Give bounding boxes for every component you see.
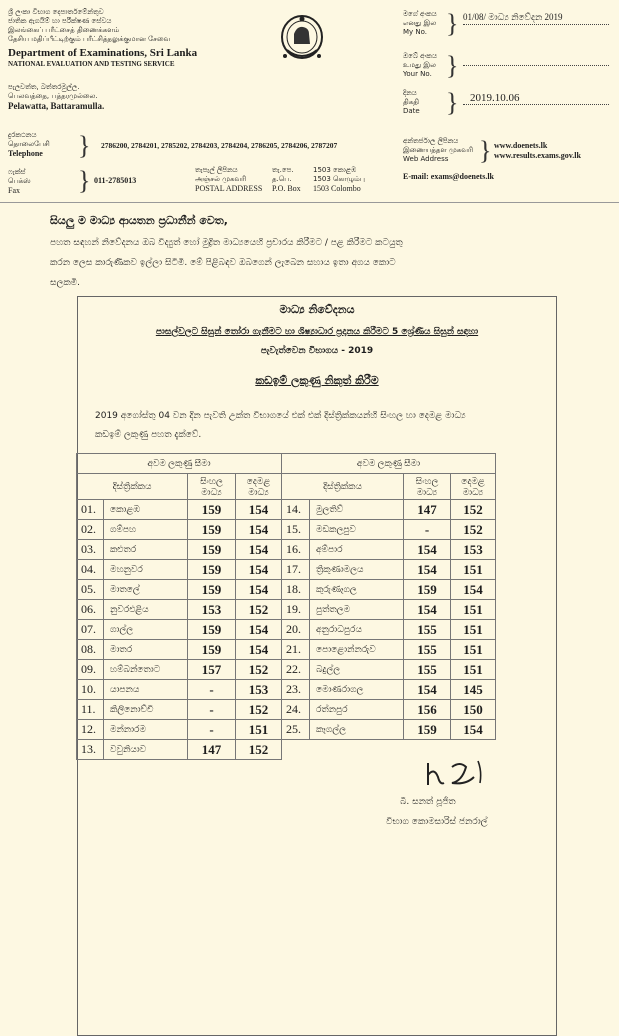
right-sinhala-cutoff: 159 — [404, 720, 451, 740]
tamil-header-right: දෙමළ මාධ්‍ය — [451, 474, 496, 500]
left-sinhala-cutoff: 153 — [188, 600, 236, 620]
left-tamil-cutoff: 152 — [236, 740, 282, 760]
left-sinhala-cutoff: 159 — [188, 620, 236, 640]
right-tamil-cutoff: 151 — [451, 640, 496, 660]
notice-para-line-1: 2019 අගෝස්තු 04 වන දින පැවති උක්ත විභාගයේ එක් එක් දිස්ත්‍රික්කයන්හි සිංහල හා දෙමළ මාධ්‍ය — [95, 411, 466, 421]
right-tamil-cutoff: 150 — [451, 700, 496, 720]
right-district-name: රත්නපුර — [310, 700, 404, 720]
left-row-number: 07. — [77, 620, 104, 640]
dept-service: NATIONAL EVALUATION AND TESTING SERVICE — [8, 60, 175, 68]
your-no-field — [463, 55, 609, 66]
left-sinhala-cutoff: 159 — [188, 580, 236, 600]
sinhala-header-left: සිංහල මාධ්‍ය — [188, 474, 236, 500]
po-label-en: P.O. Box — [272, 184, 301, 193]
telephone-numbers: 2786200, 2784201, 2785202, 2784203, 2784204, 2786205, 2784206, 2787207 — [101, 141, 338, 150]
right-tamil-cutoff: 151 — [451, 660, 496, 680]
table-row — [77, 680, 496, 700]
dept-name: Department of Examinations, Sri Lanka — [8, 47, 198, 59]
right-row-number: 24. — [282, 700, 310, 720]
left-tamil-cutoff: 153 — [236, 680, 282, 700]
table-row — [77, 560, 496, 580]
web-label-en: Web Address — [403, 155, 449, 163]
telephone-label-en: Telephone — [8, 149, 43, 158]
postal-label-en: POSTAL ADDRESS — [195, 184, 263, 193]
telephone-label-si: දුරකථනය — [8, 131, 37, 139]
web-label-si: අන්තර්ජාල ලිපිනය — [403, 137, 459, 145]
left-tamil-cutoff: 154 — [236, 520, 282, 540]
district-header-left: දිස්ත්‍රික්කය — [77, 474, 188, 500]
left-sinhala-cutoff: 159 — [188, 560, 236, 580]
dept-sinhala-line-1: ශ්‍රී ලංකා විභාග දෙපාර්තමේන්තුව — [8, 8, 104, 16]
left-sinhala-cutoff: 159 — [188, 640, 236, 660]
fax-label-si: ෆැක්ස් — [8, 168, 26, 176]
right-tamil-cutoff: 151 — [451, 600, 496, 620]
right-row-number: 16. — [282, 540, 310, 560]
my-no-label-en: My No. — [403, 28, 428, 36]
left-district-name: මන්නාරම — [104, 720, 188, 740]
right-sinhala-cutoff: 156 — [404, 700, 451, 720]
right-row-number: 25. — [282, 720, 310, 740]
left-row-number: 06. — [77, 600, 104, 620]
right-district-name: අනුරාධපුරය — [310, 620, 404, 640]
right-row-number: 18. — [282, 580, 310, 600]
right-row-number: 14. — [282, 500, 310, 520]
sinhala-header-right: සිංහල මාධ්‍ය — [404, 474, 451, 500]
your-no-label-si: ඔබේ අංකය — [403, 52, 437, 60]
right-tamil-cutoff: 145 — [451, 680, 496, 700]
left-row-number: 02. — [77, 520, 104, 540]
table-row — [77, 640, 496, 660]
right-row-number: 21. — [282, 640, 310, 660]
po-value-ta: 1503 கொழும்பு — [313, 175, 365, 183]
address-sinhala: පැලවත්ත, බත්තරමුල්ල. — [8, 83, 80, 91]
right-district-name: පුත්තලම — [310, 600, 404, 620]
notice-title: මාධ්‍ය නිවේදනය — [279, 303, 355, 316]
right-district-name: මුලතිව් — [310, 500, 404, 520]
left-district-name: මාතලේ — [104, 580, 188, 600]
left-district-name: මහනුවර — [104, 560, 188, 580]
right-sinhala-cutoff: 154 — [404, 680, 451, 700]
left-sinhala-cutoff: - — [188, 700, 236, 720]
table-row — [77, 520, 496, 540]
left-district-name: ගම්පහ — [104, 520, 188, 540]
notice-subtitle-1: පාසල්වලට සිසුන් තෝරා ගැනීමට හා ශිෂ්‍යාධාර ප්‍රදානය කිරීමට 5 ශ්‍රේණිය සිසුන් සඳහා — [155, 327, 479, 337]
left-tamil-cutoff: 154 — [236, 500, 282, 520]
right-tamil-cutoff: 152 — [451, 520, 496, 540]
fax-label-en: Fax — [8, 186, 20, 195]
left-sinhala-cutoff: 159 — [188, 520, 236, 540]
right-district-name: පොළොන්නරුව — [310, 640, 404, 660]
right-sinhala-cutoff: 154 — [404, 560, 451, 580]
intro-line-1: පහත සඳහන් නිවේදනය ඔබ විද්‍යුත් හෝ මුද්‍රිත මාධ්‍යයෙහි ප්‍රචාරය කිරීමට / පළ කිරීමට කටයුතු — [50, 238, 403, 248]
table-row — [77, 540, 496, 560]
left-tamil-cutoff: 154 — [236, 620, 282, 640]
table-row — [77, 580, 496, 600]
my-no-value: 01/08/ මාධ්‍ය නිවේදන 2019 — [463, 12, 563, 22]
your-no-label-en: Your No. — [403, 70, 432, 78]
table-row — [77, 720, 496, 740]
left-district-name: කිලිනොච්චි — [104, 700, 188, 720]
table-row — [77, 600, 496, 620]
table-row — [77, 700, 496, 720]
signatory-title: විභාග කොමසාරිස් ජනරාල් — [386, 817, 488, 827]
left-sinhala-cutoff: 159 — [188, 540, 236, 560]
left-row-number: 13. — [77, 740, 104, 760]
date-label-si: දිනය — [403, 89, 417, 97]
left-district-name: වවුනියාව — [104, 740, 188, 760]
left-tamil-cutoff: 152 — [236, 660, 282, 680]
dept-tamil-line-2: தேசிய மதிப்பீட்டிற்கும் பரீட்சித்தலுக்குமான சேவை — [8, 35, 171, 43]
postal-label-si: තැපැල් ලිපිනය — [195, 166, 238, 174]
right-district-name: බදුල්ල — [310, 660, 404, 680]
right-tamil-cutoff: 151 — [451, 620, 496, 640]
left-row-number: 11. — [77, 700, 104, 720]
right-sinhala-cutoff: 155 — [404, 660, 451, 680]
left-sinhala-cutoff: - — [188, 680, 236, 700]
cutoff-marks-table — [76, 453, 496, 760]
left-row-number: 03. — [77, 540, 104, 560]
right-district-name: අම්පාර — [310, 540, 404, 560]
group-header-left: අවම ලකුණු සීමා — [77, 454, 282, 474]
left-sinhala-cutoff: 159 — [188, 500, 236, 520]
left-tamil-cutoff: 154 — [236, 580, 282, 600]
notice-subtitle-2: පැවැත්වෙන විභාගය - 2019 — [260, 346, 374, 356]
right-sinhala-cutoff: 155 — [404, 620, 451, 640]
left-sinhala-cutoff: - — [188, 720, 236, 740]
right-row-number: 17. — [282, 560, 310, 580]
left-district-name: කළුතර — [104, 540, 188, 560]
district-header-right: දිස්ත්‍රික්කය — [282, 474, 404, 500]
left-sinhala-cutoff: 147 — [188, 740, 236, 760]
right-tamil-cutoff: 151 — [451, 560, 496, 580]
left-row-number: 08. — [77, 640, 104, 660]
left-district-name: යාපනය — [104, 680, 188, 700]
left-tamil-cutoff: 154 — [236, 560, 282, 580]
left-row-number: 09. — [77, 660, 104, 680]
table-row — [77, 620, 496, 640]
left-tamil-cutoff: 154 — [236, 540, 282, 560]
intro-line-2: කරන ලෙස කාරුණිකව ඉල්ලා සිටිමි. මේ පිළිබඳව ඔබගෙන් ලැබෙන සහාය ඉතා අගය කොට — [50, 258, 396, 268]
left-row-number: 10. — [77, 680, 104, 700]
notice-heading: කඩඉම් ලකුණු නිකුත් කිරීම — [255, 374, 379, 387]
left-district-name: මාතර — [104, 640, 188, 660]
national-emblem-icon — [279, 12, 325, 66]
po-value-si: 1503 කොළඹ — [313, 166, 357, 174]
right-district-name: කුරුණෑගල — [310, 580, 404, 600]
right-tamil-cutoff: 154 — [451, 580, 496, 600]
tamil-header-left: දෙමළ මාධ්‍ය — [236, 474, 282, 500]
right-tamil-cutoff: 154 — [451, 720, 496, 740]
group-header-right: අවම ලකුණු සීමා — [282, 454, 496, 474]
left-district-name: ගාල්ල — [104, 620, 188, 640]
po-label-ta: த.பெ. — [272, 175, 292, 183]
right-row-number: 15. — [282, 520, 310, 540]
right-tamil-cutoff: 152 — [451, 500, 496, 520]
right-district-name: මොණරාගල — [310, 680, 404, 700]
signatory-name: බී. සනත් පූජිත — [400, 797, 456, 807]
date-value: 2019.10.06 — [470, 92, 520, 104]
intro-line-3: සලකමි. — [50, 278, 80, 288]
salutation: සියලු ම මාධ්‍ය ආයතන ප්‍රධානීන් වෙත, — [50, 214, 228, 227]
notice-para-line-2: කඩඉම් ලකුණු පහත දැක්වේ. — [95, 430, 202, 440]
left-tamil-cutoff: 151 — [236, 720, 282, 740]
fax-label-ta: பெக்ஸ் — [8, 177, 31, 185]
header-divider — [0, 202, 619, 203]
web-value-2[interactable]: www.results.exams.gov.lk — [494, 151, 581, 160]
email[interactable]: E-mail: exams@doenets.lk — [403, 172, 494, 181]
postal-label-ta: அஞ்சல் முகவரி — [195, 175, 247, 183]
web-label-ta: இணையத்தள முகவரி — [403, 146, 473, 154]
po-value-en: 1503 Colombo — [313, 184, 361, 193]
left-tamil-cutoff: 154 — [236, 640, 282, 660]
left-tamil-cutoff: 152 — [236, 600, 282, 620]
right-district-name: ත්‍රිකුණාමලය — [310, 560, 404, 580]
right-row-number: 20. — [282, 620, 310, 640]
right-sinhala-cutoff: 154 — [404, 600, 451, 620]
address-tamil: பெலவத்தை, பத்தரமுல்லை. — [8, 92, 98, 100]
left-row-number: 01. — [77, 500, 104, 520]
right-row-number: 22. — [282, 660, 310, 680]
left-sinhala-cutoff: 157 — [188, 660, 236, 680]
table-row — [77, 500, 496, 520]
left-district-name: හම්බන්තොට — [104, 660, 188, 680]
your-no-label-ta: உமது இல — [403, 61, 436, 69]
right-district-name: මඩකලපුව — [310, 520, 404, 540]
fax-number: 011-2785013 — [94, 176, 137, 185]
left-row-number: 12. — [77, 720, 104, 740]
left-row-number: 04. — [77, 560, 104, 580]
my-no-label-si: මගේ අංකය — [403, 10, 437, 18]
right-sinhala-cutoff: 159 — [404, 580, 451, 600]
right-row-number: 19. — [282, 600, 310, 620]
right-district-name: කෑගල්ල — [310, 720, 404, 740]
address-english: Pelawatta, Battaramulla. — [8, 101, 105, 111]
dept-tamil-line-1: இலங்கைப் பரீட்சைத் திணைக்களம் — [8, 26, 120, 34]
web-value-1[interactable]: www.doenets.lk — [494, 141, 548, 150]
po-label-si: තැ.පෙ. — [272, 166, 294, 174]
right-tamil-cutoff: 153 — [451, 540, 496, 560]
date-label-en: Date — [403, 107, 420, 115]
left-district-name: නුවරඑළිය — [104, 600, 188, 620]
date-label-ta: திகதி — [403, 98, 419, 106]
right-sinhala-cutoff: 147 — [404, 500, 451, 520]
table-row — [77, 660, 496, 680]
left-district-name: කොළඹ — [104, 500, 188, 520]
my-no-label-ta: எனது இல — [403, 19, 437, 27]
signature — [422, 757, 492, 791]
right-row-number: 23. — [282, 680, 310, 700]
left-tamil-cutoff: 152 — [236, 700, 282, 720]
right-sinhala-cutoff: 155 — [404, 640, 451, 660]
dept-sinhala-line-2: ජාතික ඇගයීම් හා පරීක්ෂණ සේවය — [8, 17, 112, 25]
right-sinhala-cutoff: 154 — [404, 540, 451, 560]
right-sinhala-cutoff: - — [404, 520, 451, 540]
left-row-number: 05. — [77, 580, 104, 600]
telephone-label-ta: தொலைபேசி — [8, 140, 50, 148]
